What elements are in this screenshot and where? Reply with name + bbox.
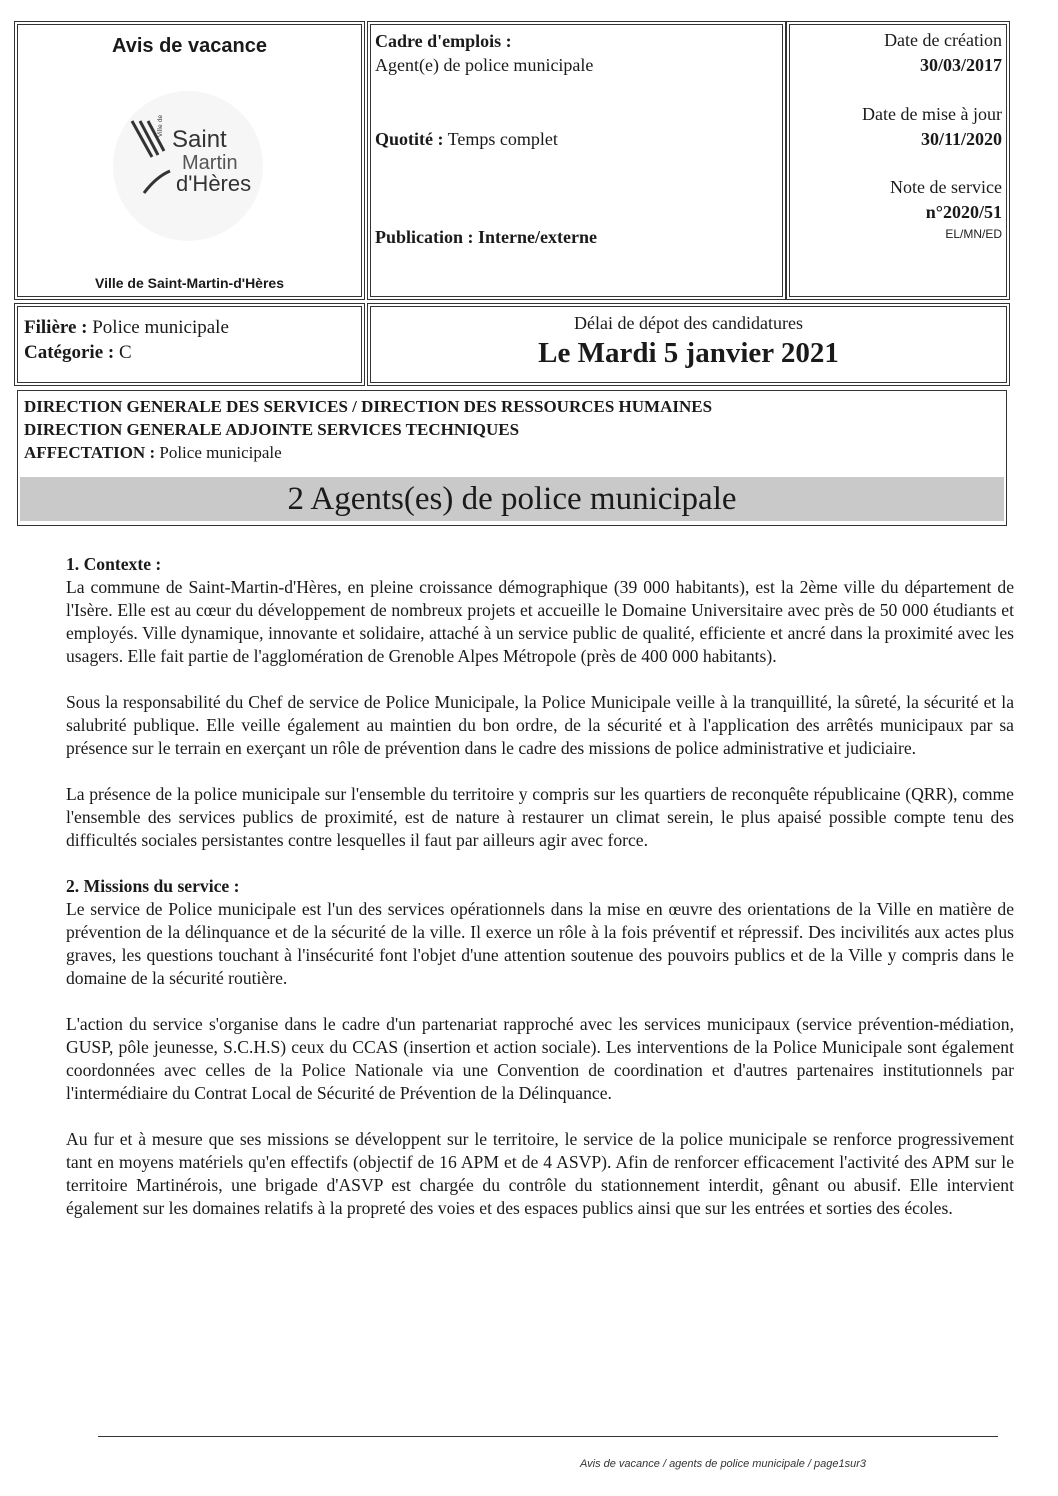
job-title-banner: 2 Agents(es) de police municipale (20, 477, 1004, 521)
quotite-line (375, 129, 558, 150)
date-maj-value: 30/11/2020 (920, 129, 1002, 149)
direction-line-1: DIRECTION GENERALE DES SERVICES / DIRECTION DES RESSOURCES HUMAINES (24, 397, 713, 416)
header-cadre-box (370, 24, 783, 297)
logo-vertical-text: Ville de (157, 115, 164, 137)
direction-line-2: DIRECTION GENERALE ADJOINTE SERVICES TECHNIQUES (24, 420, 520, 439)
delai-date: Le Mardi 5 janvier 2021 (538, 337, 839, 369)
paragraph-missions-3: Au fur et à mesure que ses missions se développent sur le territoire, le service de la police municipale se renforce progressivement tant en moyens matériels qu'en effectifs (objectif de 16 APM et de 4 ASVP). Afin de renforcer efficacement l'activité des APM sur le territoire Martinérois, une brigade d'ASVP est chargée du contrôle du stationnement interdit, gênant ou abusif. Elle intervient également sur les domaines relatifs à la propreté des voies et des espaces publics ainsi que sur les entrées et sorties des écoles. (66, 1129, 1014, 1218)
note-value: n°2020/51 (925, 202, 1002, 222)
date-creation-label: Date de création (884, 30, 1002, 50)
affectation-line (24, 443, 282, 463)
quotite-label: Quotité : (375, 129, 444, 149)
section-title-missions: 2. Missions du service : (66, 876, 240, 896)
logo-line-dheres: d'Hères (176, 171, 252, 196)
categorie-value: C (118, 342, 132, 363)
paragraph-missions-2: L'action du service s'organise dans le cadre d'un partenariat rapproché avec les services municipaux (service prévention-médiation, GUSP, pôle jeunesse, S.C.H.S) ceux du CCAS (insertion et action sociale). Les interventions de la Police Municipale sont également coordonnées avec celles de la Police Nationale via une Convention de coordination et d'autres partenaires institutionnels par l'intermédiaire du Contrat Local de Sécurité de Prévention de la Délinquance. (66, 1014, 1014, 1103)
paragraph-contexte-1: La commune de Saint-Martin-d'Hères, en pleine croissance démographique (39 000 habitants), est la 2ème ville du département de l'Isère. Elle est au cœur du développement de nombreux projets et accueille le Domaine Universitaire avec près de 50 000 étudiants et employés. Ville dynamique, innovante et solidaire, attaché à un service public de qualité, efficiente et ancré dans la proximité avec les usagers. Elle fait partie de l'agglomération de Grenoble Alpes Métropole (près de 400 000 habitants). (66, 577, 1014, 666)
paragraph-contexte-2: Sous la responsabilité du Chef de service de Police Municipale, la Police Municipale veille à la tranquillité, la sûreté, la sécurité et la salubrité publique. Elle veille également au maintien du bon ordre, de la sécurité et à l'application des arrêtés municipaux par sa présence sur le terrain en exerçant un rôle de prévention dans le cadre des missions de police administrative et judiciaire. (66, 692, 1014, 758)
filiere-label: Filière : (24, 317, 88, 338)
header-dates-box (789, 24, 1007, 297)
logo-line-martin: Martin (182, 152, 238, 174)
categorie-label: Catégorie : (24, 342, 115, 363)
delai-label: Délai de dépot des candidatures (574, 313, 803, 333)
logo-line-saint: Saint (172, 126, 227, 153)
quotite-value: Temps complet (447, 129, 558, 149)
affectation-value: Police municipale (159, 443, 282, 462)
categorie-line (24, 342, 132, 364)
paragraph-contexte-3: La présence de la police municipale sur l'ensemble du territoire y compris sur les quartiers de reconquête républicaine (QRR), comme l'ensemble des services publics de proximité, est de nature à restaurer un climat serein, le plus apaisé possible compte tenu des difficultés sociales persistantes contre lesquelles il faut par ailleurs agir avec force. (66, 784, 1014, 850)
direction-box (17, 390, 1007, 526)
cadre-label: Cadre d'emplois : (375, 31, 512, 51)
cadre-value: Agent(e) de police municipale (375, 55, 594, 75)
ville-label: Ville de Saint-Martin-d'Hères (94, 275, 284, 291)
note-label: Note de service (890, 177, 1002, 197)
filiere-value: Police municipale (92, 317, 229, 338)
filiere-box (17, 306, 362, 383)
date-creation-value: 30/03/2017 (919, 55, 1002, 75)
publication-label: Publication : Interne/externe (375, 227, 597, 247)
date-maj-label: Date de mise à jour (862, 104, 1002, 124)
delai-box (370, 306, 1007, 383)
affectation-label: AFFECTATION : (24, 443, 156, 462)
paragraph-missions-1: Le service de Police municipale est l'un des services opérationnels dans la mise en œuvre des orientations de la Ville en matière de prévention de la délinquance et de la sécurité de la ville. Il exerce un rôle à la fois préventif et répressif. Des incivilités aux actes plus graves, les questions touchant à l'insécurité font l'objet d'une attention soutenue des pouvoirs publics et de la Ville y compris dans le domaine de la sécurité routière. (66, 899, 1014, 988)
footer-divider (98, 1436, 998, 1437)
note-ref: EL/MN/ED (945, 227, 1002, 241)
section-title-contexte: 1. Contexte : (66, 554, 162, 574)
header-logo-box (17, 24, 362, 297)
body-content (66, 553, 1014, 1220)
avis-title: Avis de vacance (112, 35, 267, 57)
footer-text: Avis de vacance / agents de police municipale / page1sur3 (580, 1458, 866, 1470)
city-logo (126, 115, 266, 205)
filiere-line (24, 317, 229, 339)
